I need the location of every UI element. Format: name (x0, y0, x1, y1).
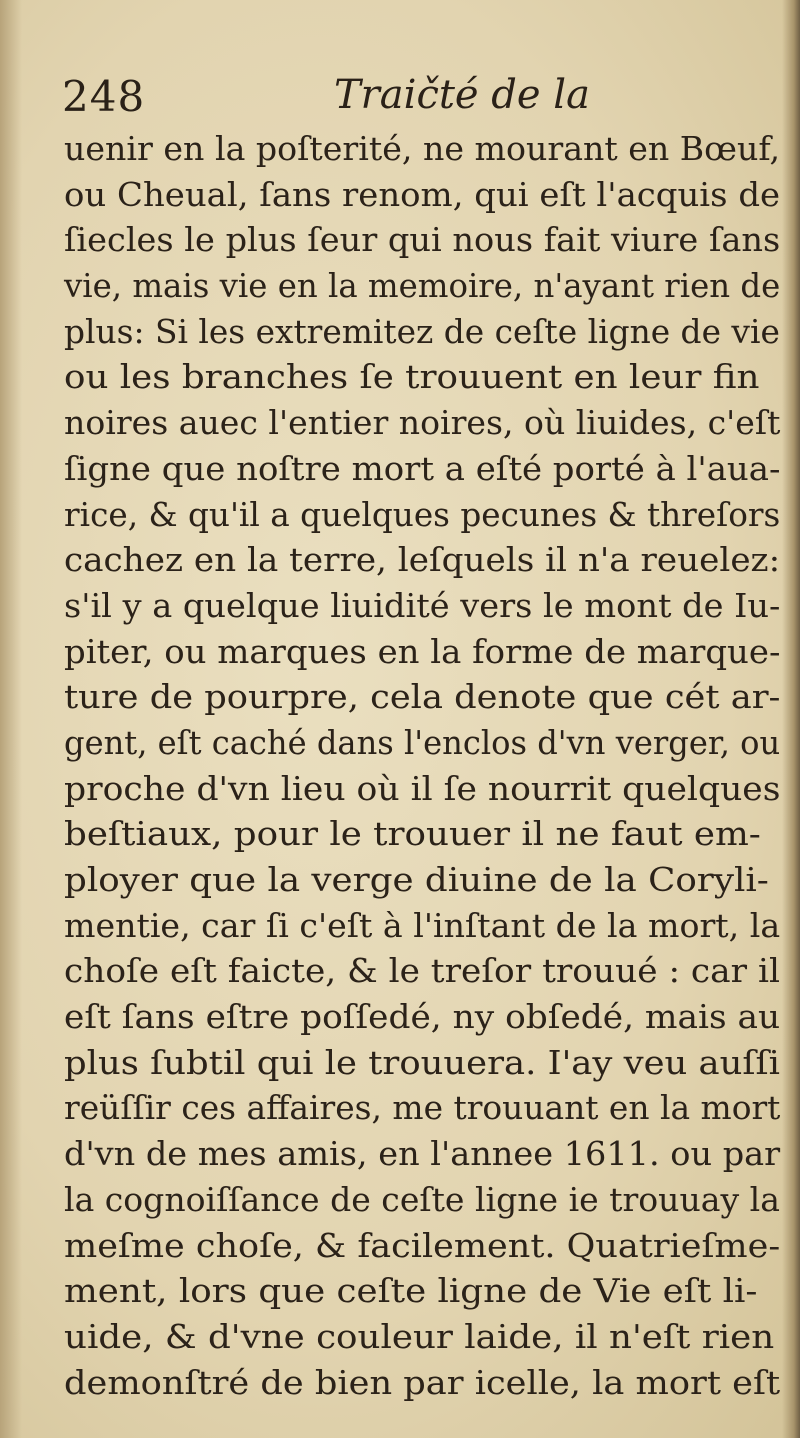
text-line: ture de pourpre, cela denote que cét ar- (64, 677, 781, 717)
page-number: 248 (62, 72, 146, 121)
text-line: proche d'vn lieu où il ſe nourrit quelques (64, 768, 781, 808)
text-line: piter, ou marques en la forme de marque- (64, 631, 781, 671)
text-line: plus: Si les extremitez de ceſte ligne de vie (64, 311, 780, 351)
text-line: ou les branches ſe trouuent en leur fin (64, 357, 760, 397)
text-line: rice, & qu'il a quelques pecunes & threſors (64, 494, 781, 534)
text-line: mentie, car ſi c'eſt à l'inſtant de la mort, la (64, 905, 781, 945)
text-line: meſme choſe, & facilement. Quatrieſme- (64, 1225, 781, 1265)
text-line: cachez en la terre, leſquels il n'a reuelez: (64, 540, 781, 580)
text-line: noires auec l'entier noires, où liuides, c'eſt (64, 403, 781, 443)
page-left-shadow (0, 0, 22, 1438)
text-line: ſigne que noſtre mort a eſté porté à l'aua- (64, 448, 781, 488)
text-line: uenir en la poſterité, ne mourant en Bœuf, (64, 129, 781, 168)
text-line: la cognoiſſance de ceſte ligne ie trouuay la (64, 1179, 780, 1219)
text-line: gent, eſt caché dans l'enclos d'vn verger, ou (64, 722, 781, 762)
body-text (64, 126, 784, 1405)
running-head: Traičté de la (334, 72, 590, 118)
page-header (62, 72, 762, 128)
text-line: beſtiaux, pour le trouuer il ne faut em- (64, 814, 761, 854)
text-line: uide, & d'vne couleur laide, il n'eſt rien (64, 1316, 775, 1356)
text-line: ment, lors que ceſte ligne de Vie eſt li- (64, 1271, 758, 1311)
text-line: plus ſubtil qui le trouuera. I'ay veu auſſi (64, 1042, 780, 1082)
text-line: vie, mais vie en la memoire, n'ayant rien de (64, 266, 781, 306)
text-line: eſt ſans eſtre poſſedé, ny obſedé, mais au (64, 997, 781, 1037)
text-line: ployer que la verge diuine de la Coryli- (64, 860, 769, 899)
text-line: reüſſir ces affaires, me trouuant en la mort (64, 1088, 781, 1128)
text-line: d'vn de mes amis, en l'annee 1611. ou par (64, 1134, 781, 1174)
page-right-binding-shadow (782, 0, 800, 1438)
text-line: demonſtré de bien par icelle, la mort eſt (64, 1362, 781, 1402)
text-line: choſe eſt faicte, & le treſor trouué : car il (64, 951, 780, 991)
text-line: ou Cheual, ſans renom, qui eſt l'acquis de (64, 174, 781, 214)
text-line: s'il y a quelque liuidité vers le mont de Iu- (64, 585, 781, 625)
text-line: ſiecles le plus ſeur qui nous fait viure ſans (64, 220, 781, 260)
